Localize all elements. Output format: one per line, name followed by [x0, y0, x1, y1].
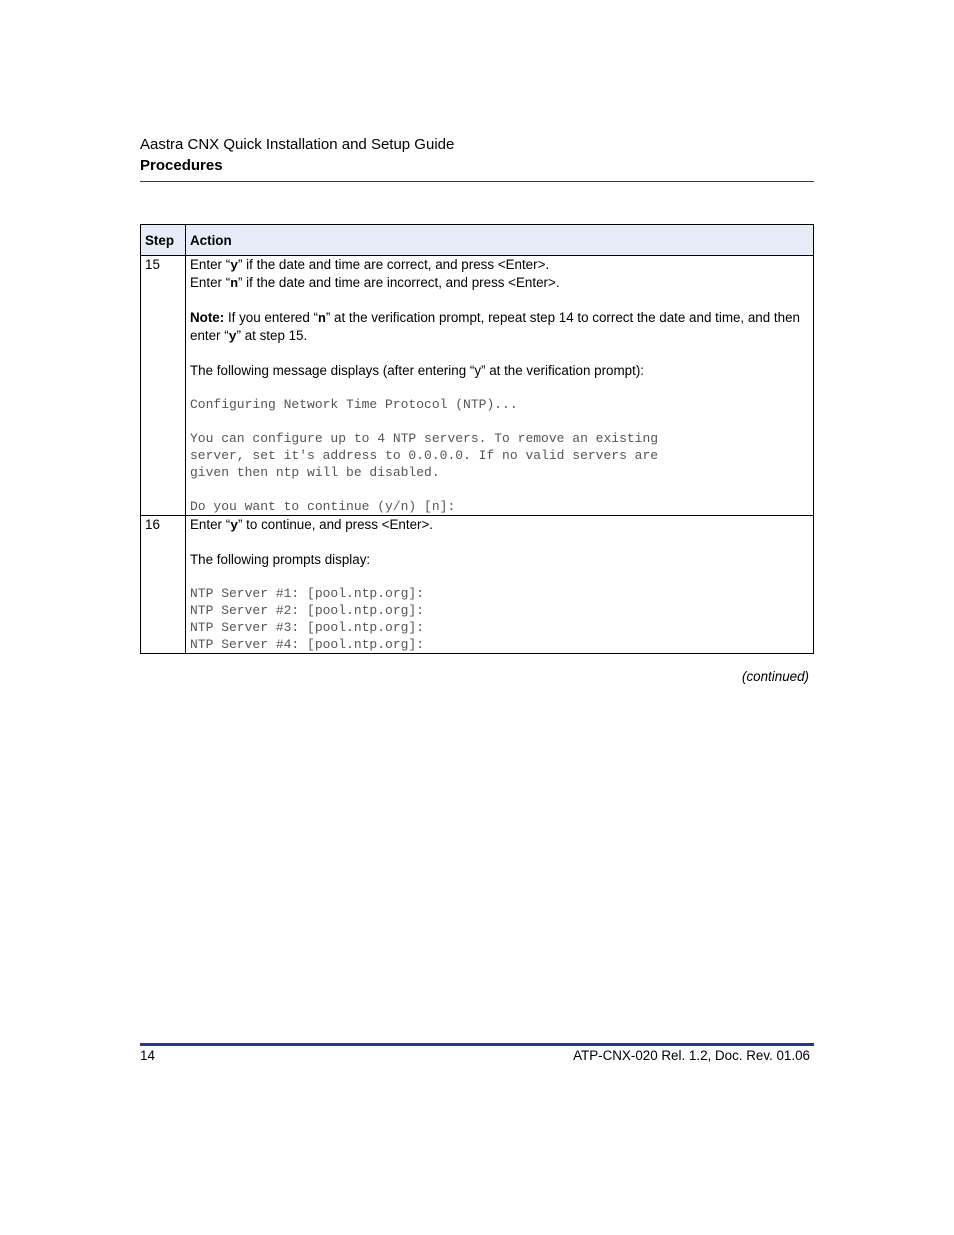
text: If you entered “ — [224, 310, 319, 325]
procedure-table — [140, 224, 814, 654]
note-label: Note: — [190, 310, 225, 325]
table-row — [141, 516, 814, 654]
page-number: 14 — [140, 1048, 155, 1063]
message-intro: The following message displays (after entering “y” at the verification prompt): — [190, 363, 644, 378]
column-header-action: Action — [186, 225, 814, 256]
instruction-line — [190, 256, 809, 274]
footer-divider — [140, 1043, 814, 1046]
step-action — [186, 516, 814, 654]
page-header — [140, 135, 814, 176]
console-output: You can configure up to 4 NTP servers. To remove an existing server, set it's address to 0.0.0.0. If no valid servers are given then ntp will be disabled. — [190, 431, 659, 480]
text: ” at step 15. — [236, 328, 308, 343]
instruction-line — [190, 274, 809, 292]
text: Enter “ — [190, 275, 231, 290]
step-number: 16 — [141, 516, 186, 654]
instruction-line — [190, 516, 809, 534]
text: ” if the date and time are incorrect, and press <Enter>. — [238, 275, 560, 290]
page-footer — [140, 1047, 810, 1064]
key-n: n — [230, 276, 238, 291]
document-title: Aastra CNX Quick Installation and Setup Guide — [140, 136, 455, 153]
text: ” if the date and time are correct, and press <Enter>. — [238, 257, 550, 272]
key-y: y — [230, 258, 238, 273]
prompts-intro: The following prompts display: — [190, 552, 371, 567]
console-output: Configuring Network Time Protocol (NTP)... — [190, 397, 518, 412]
document-revision: ATP-CNX-020 Rel. 1.2, Doc. Rev. 01.06 — [573, 1048, 810, 1063]
continued-note: (continued) — [742, 669, 809, 684]
section-title: Procedures — [140, 157, 223, 174]
text: Enter “ — [190, 517, 231, 532]
header-divider — [140, 181, 814, 182]
note — [190, 309, 809, 345]
key-y: y — [228, 329, 237, 344]
console-prompts: NTP Server #1: [pool.ntp.org]: NTP Server #2: [pool.ntp.org]: NTP Server #3: [pool.ntp.org]: NTP Server #4: [pool.ntp.org]: — [190, 586, 425, 652]
table-header-row — [141, 225, 814, 256]
text: ” at the verification prompt, repeat step 14 to correct the date and time, and then enter “ — [190, 310, 800, 343]
key-n: n — [318, 311, 326, 326]
step-number: 15 — [141, 256, 186, 516]
console-prompt: Do you want to continue (y/n) [n]: — [190, 499, 456, 514]
table-row — [141, 256, 814, 516]
step-action — [186, 256, 814, 516]
column-header-step: Step — [141, 225, 186, 256]
text: Enter “ — [190, 257, 231, 272]
key-y: y — [230, 518, 238, 533]
text: ” to continue, and press <Enter>. — [238, 517, 434, 532]
